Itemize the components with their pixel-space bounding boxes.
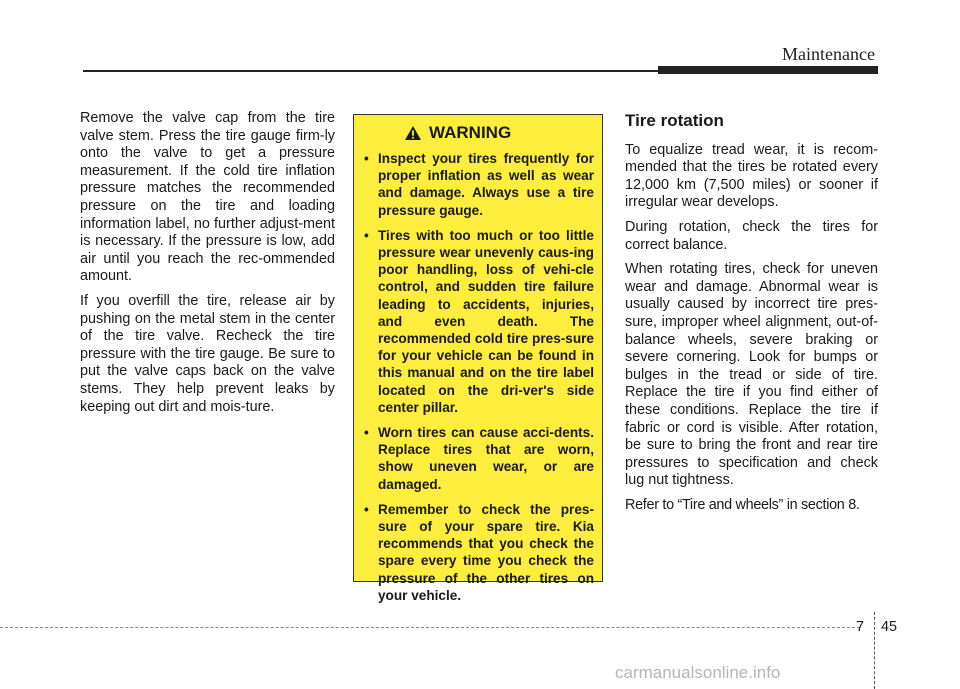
paragraph: If you overfill the tire, release air by pushing on the metal stem in the center of the tire valve. Recheck the tire pressure with the tire gauge. Be sure to put the valve caps back on the valve stems. They help prevent leaks by keeping out dirt and mois-ture. [80, 292, 335, 415]
watermark: carmanualsonline.info [615, 663, 781, 682]
warning-header [404, 123, 594, 143]
paragraph: When rotating tires, check for uneven wear and damage. Abnormal wear is usually caused by incorrect tire pres-sure, improper wheel alignment, out-of-balance wheels, severe braking or severe cornering. Look for bumps or bulges in the tread or side of tire. Replace the tire if you find either of these conditions. Replace the tire if fabric or cord is visible. After rotation, be sure to bring the front and rear tire pressures to specification and check lug nut tightness. [625, 261, 878, 489]
warning-list [362, 150, 594, 604]
warning-triangle-icon [404, 125, 422, 141]
left-column [80, 110, 335, 423]
warning-item: • Worn tires can cause acci-dents. Replace tires that are worn, show uneven wear, or are damaged. [362, 424, 594, 493]
page-number: 45 [881, 619, 898, 635]
header-bar [658, 66, 878, 74]
footer-vertical-rule [874, 612, 876, 689]
paragraph: Refer to “Tire and wheels” in section 8. [625, 496, 860, 513]
header-rule [83, 70, 658, 72]
paragraph: Remove the valve cap from the tire valve stem. Press the tire gauge firm-ly onto the valve to get a pressure measurement. If the cold tire inflation pressure matches the recommended pressure on the tire and loading information label, no further adjust-ment is necessary. If the pressure is low, add air until you reach the rec-ommended amount. [80, 110, 335, 285]
paragraph: During rotation, check the tires for correct balance. [625, 218, 878, 253]
page-header-title: Maintenance [782, 44, 875, 64]
warning-item: • Tires with too much or too little pressure wear unevenly caus-ing poor handling, loss of vehi-cle control, and sudden tire failure leading to accidents, injuries, and even death. The recommended cold tire pres-sure for your vehicle can be found in this manual and on the tire label located on the dri-ver's side center pillar. [362, 227, 594, 416]
warning-item: • Remember to check the pres-sure of your spare tire. Kia recommends that you check the spare every time you check the pressure of the other tires on your vehicle. [362, 501, 594, 604]
warning-title: WARNING [429, 123, 512, 142]
paragraph: To equalize tread wear, it is recom-mended that the tires be rotated every 12,000 km (7,500 miles) or sooner if irregular wear develops. [625, 141, 878, 211]
footer-divider [0, 627, 860, 628]
section-heading: Tire rotation [625, 111, 724, 130]
warning-box [353, 114, 603, 603]
page-chapter-number: 7 [856, 619, 865, 635]
right-column [625, 110, 878, 521]
warning-item: • Inspect your tires frequently for proper inflation as well as wear and damage. Always use a tire pressure gauge. [362, 150, 594, 219]
